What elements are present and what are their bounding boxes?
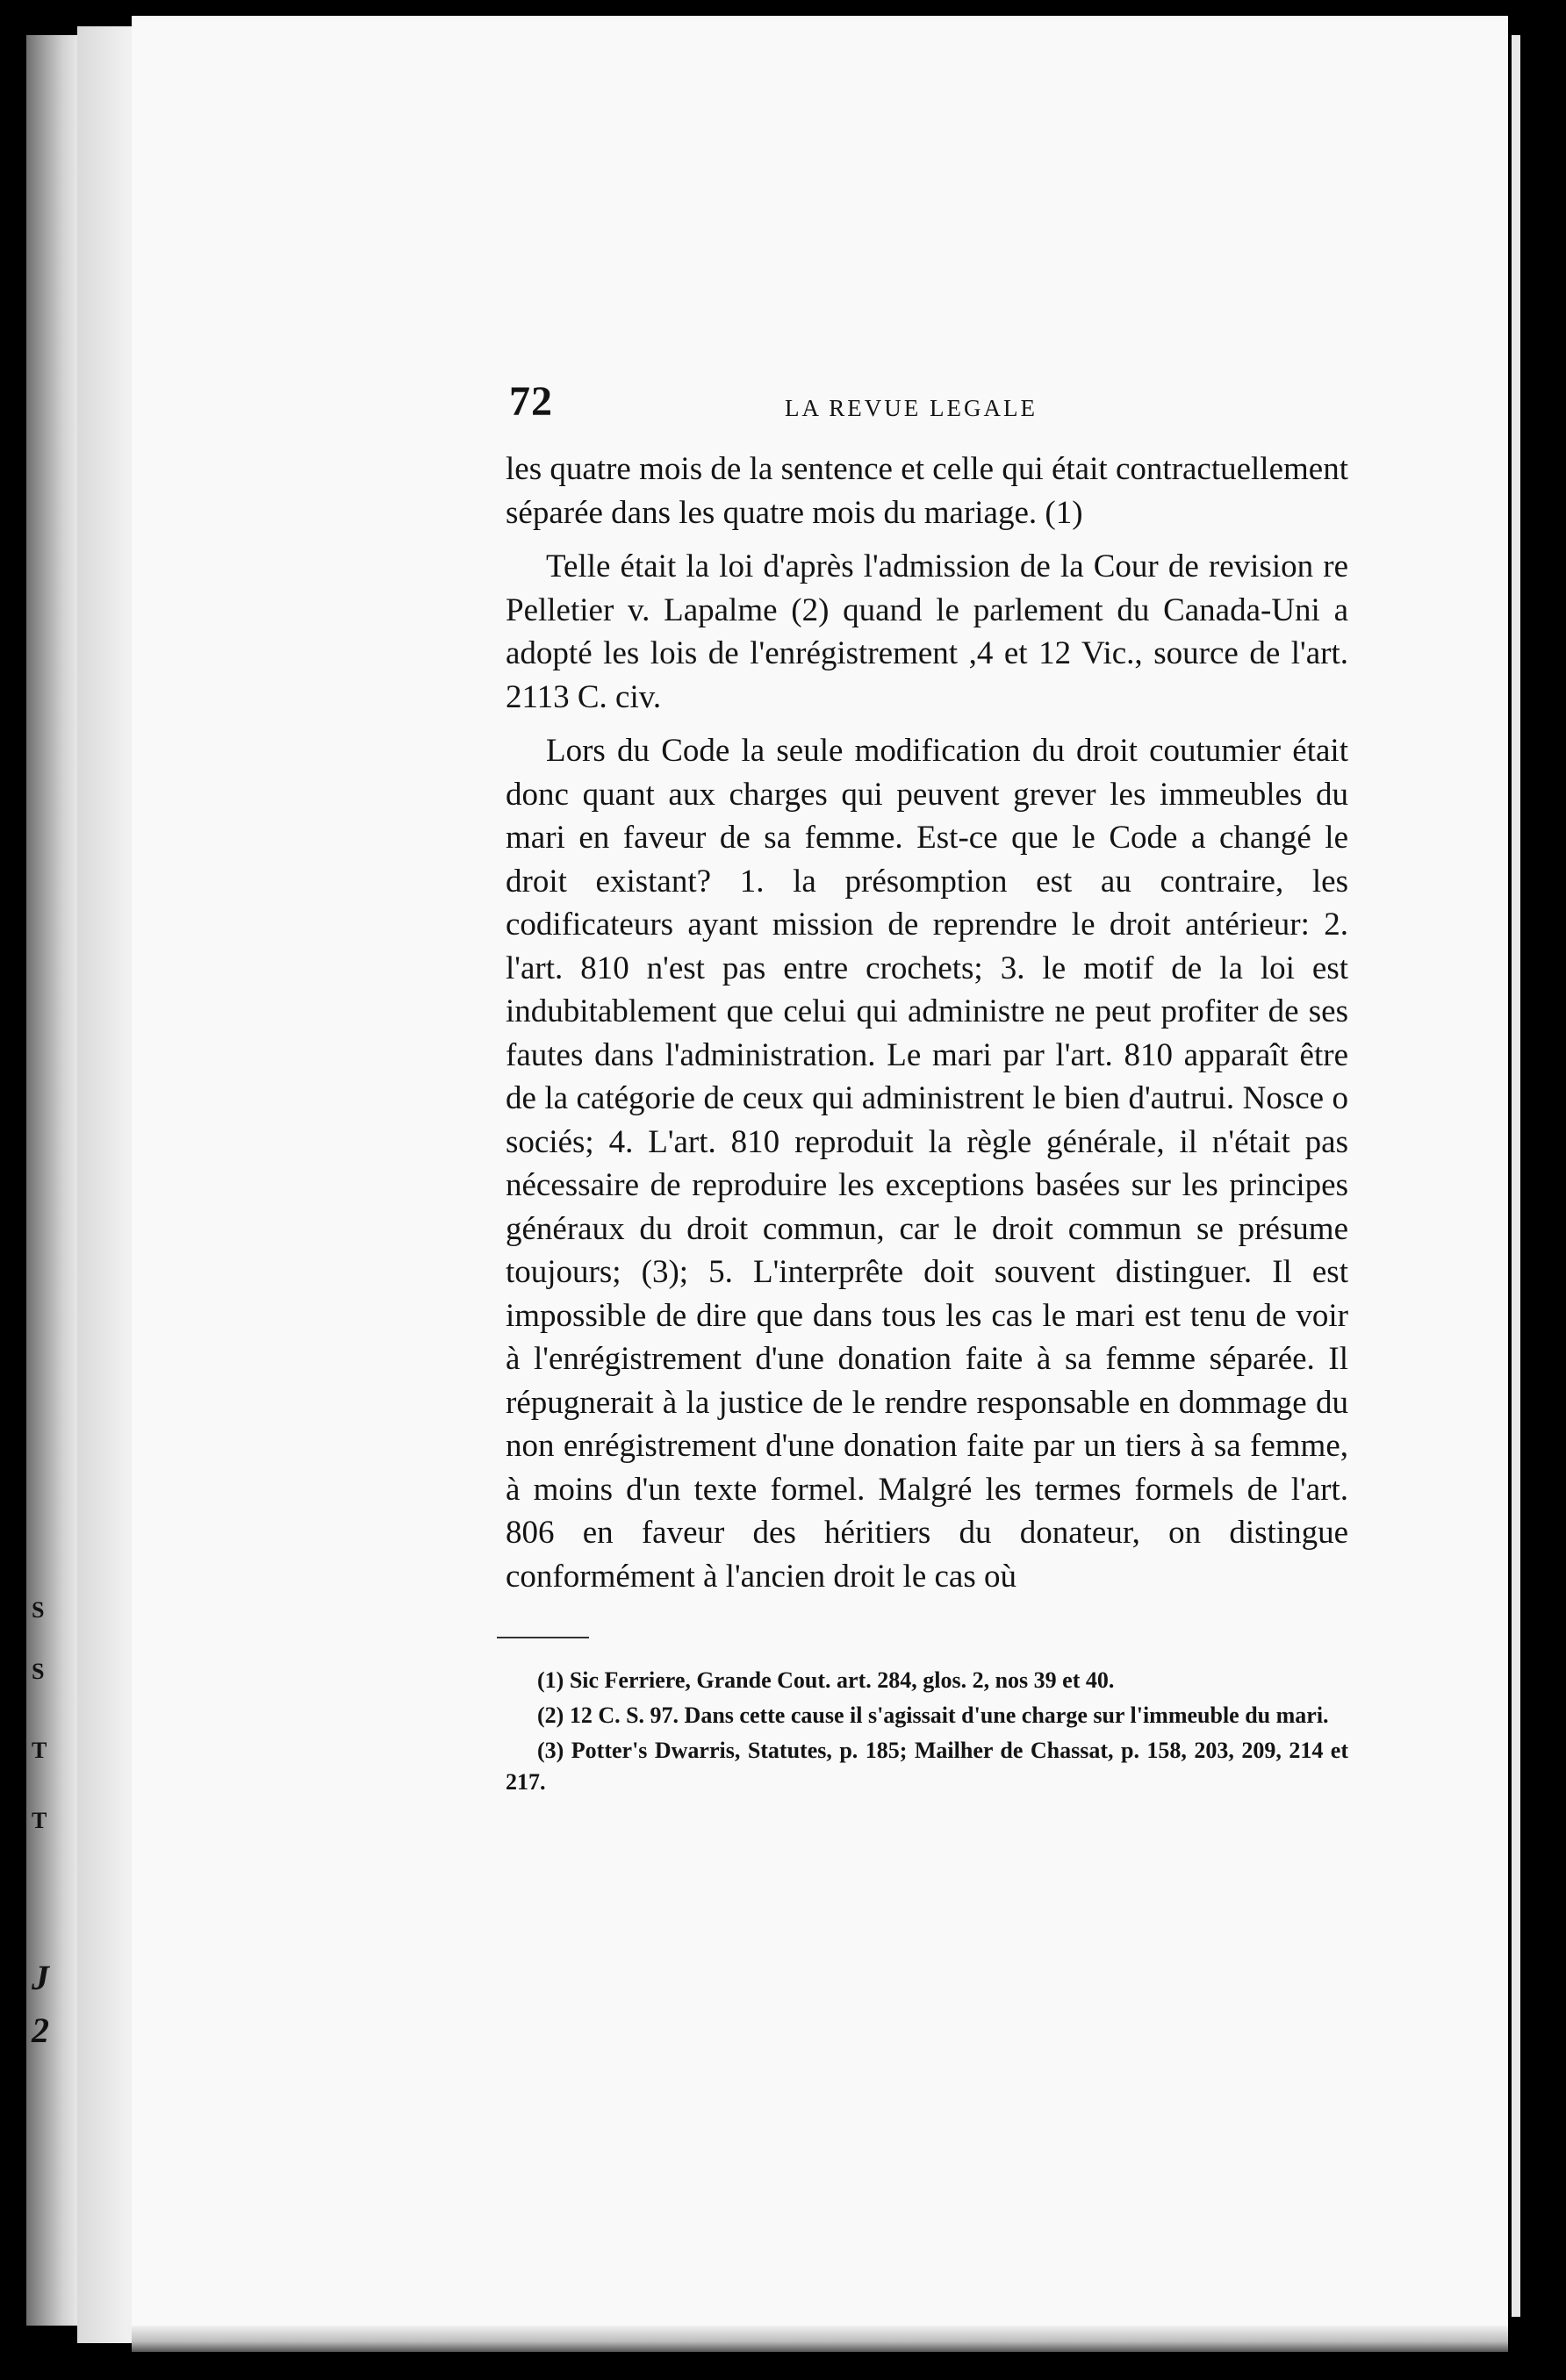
page-content	[506, 369, 1348, 1802]
page-header	[506, 369, 1348, 439]
right-page-edge	[1512, 35, 1520, 2317]
page-bottom-edge	[132, 2326, 1510, 2352]
paragraph: Lors du Code la seule modification du droit coutumier était donc quant aux charges qui peuvent grever les immeubles du mari en faveur de sa femme. Est-ce que le Code a changé le droit existant? 1. la présomption est au contraire, les codificateurs ayant mission de reprendre le droit antérieur: 2. l'art. 810 n'est pas entre crochets; 3. le motif de la loi est indubitablement que celui qui administre ne peut profiter de ses fautes dans l'administration. Le mari par l'art. 810 apparaît être de la catégorie de ceux qui administrent le bien d'autrui. Nosce o sociés; 4. L'art. 810 reproduit la règle générale, il n'était pas nécessaire de reproduire les exceptions basées sur les principes généraux du droit commun, car le droit commun se présume toujours; (3); 5. L'interprête doit souvent distinguer. Il est impossible de dire que dans tous les cas le mari est tenu de voir à l'enrégistrement d'une donation faite à sa femme séparée. Il répugnerait à la justice de le rendre responsable en dommage du non enrégistrement d'une donation faite par un tiers à sa femme, à moins d'un texte formel. Malgré les termes formels de l'art. 806 en faveur des héritiers du donateur, on distingue conformément à l'ancien droit le cas où	[506, 733, 1348, 1595]
running-head: LA REVUE LEGALE	[785, 395, 1038, 421]
footnote: (2) 12 C. S. 97. Dans cette cause il s'agissait d'une charge sur l'immeuble du mari.	[537, 1703, 1329, 1728]
adjacent-page-letter: T	[32, 1808, 47, 1833]
page-number: 72	[509, 378, 553, 425]
adjacent-page-letter: 2	[32, 2011, 49, 2050]
paragraph: les quatre mois de la sentence et celle qui était contractuellement séparée dans les quatre mois du mariage. (1)	[506, 451, 1348, 531]
adjacent-page-letter: S	[32, 1597, 45, 1623]
footnote: (3) Potter's Dwarris, Statutes, p. 185; Mailher de Chassat, p. 158, 203, 209, 214 et 217.	[506, 1738, 1348, 1795]
footnote: (1) Sic Ferriere, Grande Cout. art. 284, glos. 2, nos 39 et 40.	[537, 1667, 1115, 1693]
footnote-rule	[497, 1637, 589, 1638]
adjacent-page-letter: S	[32, 1659, 45, 1684]
adjacent-page-letter: J	[32, 1958, 49, 1997]
paragraph: Telle était la loi d'après l'admission de la Cour de revision re Pelletier v. Lapalme (2) quand le parlement du Canada-Uni a adopté les lois de l'enrégistrement ,4 et 12 Vic., source de l'art. 2113 C. civ.	[506, 548, 1348, 715]
footnotes	[506, 1665, 1348, 1798]
body-text	[506, 448, 1348, 1598]
adjacent-page-letter: T	[32, 1738, 47, 1763]
